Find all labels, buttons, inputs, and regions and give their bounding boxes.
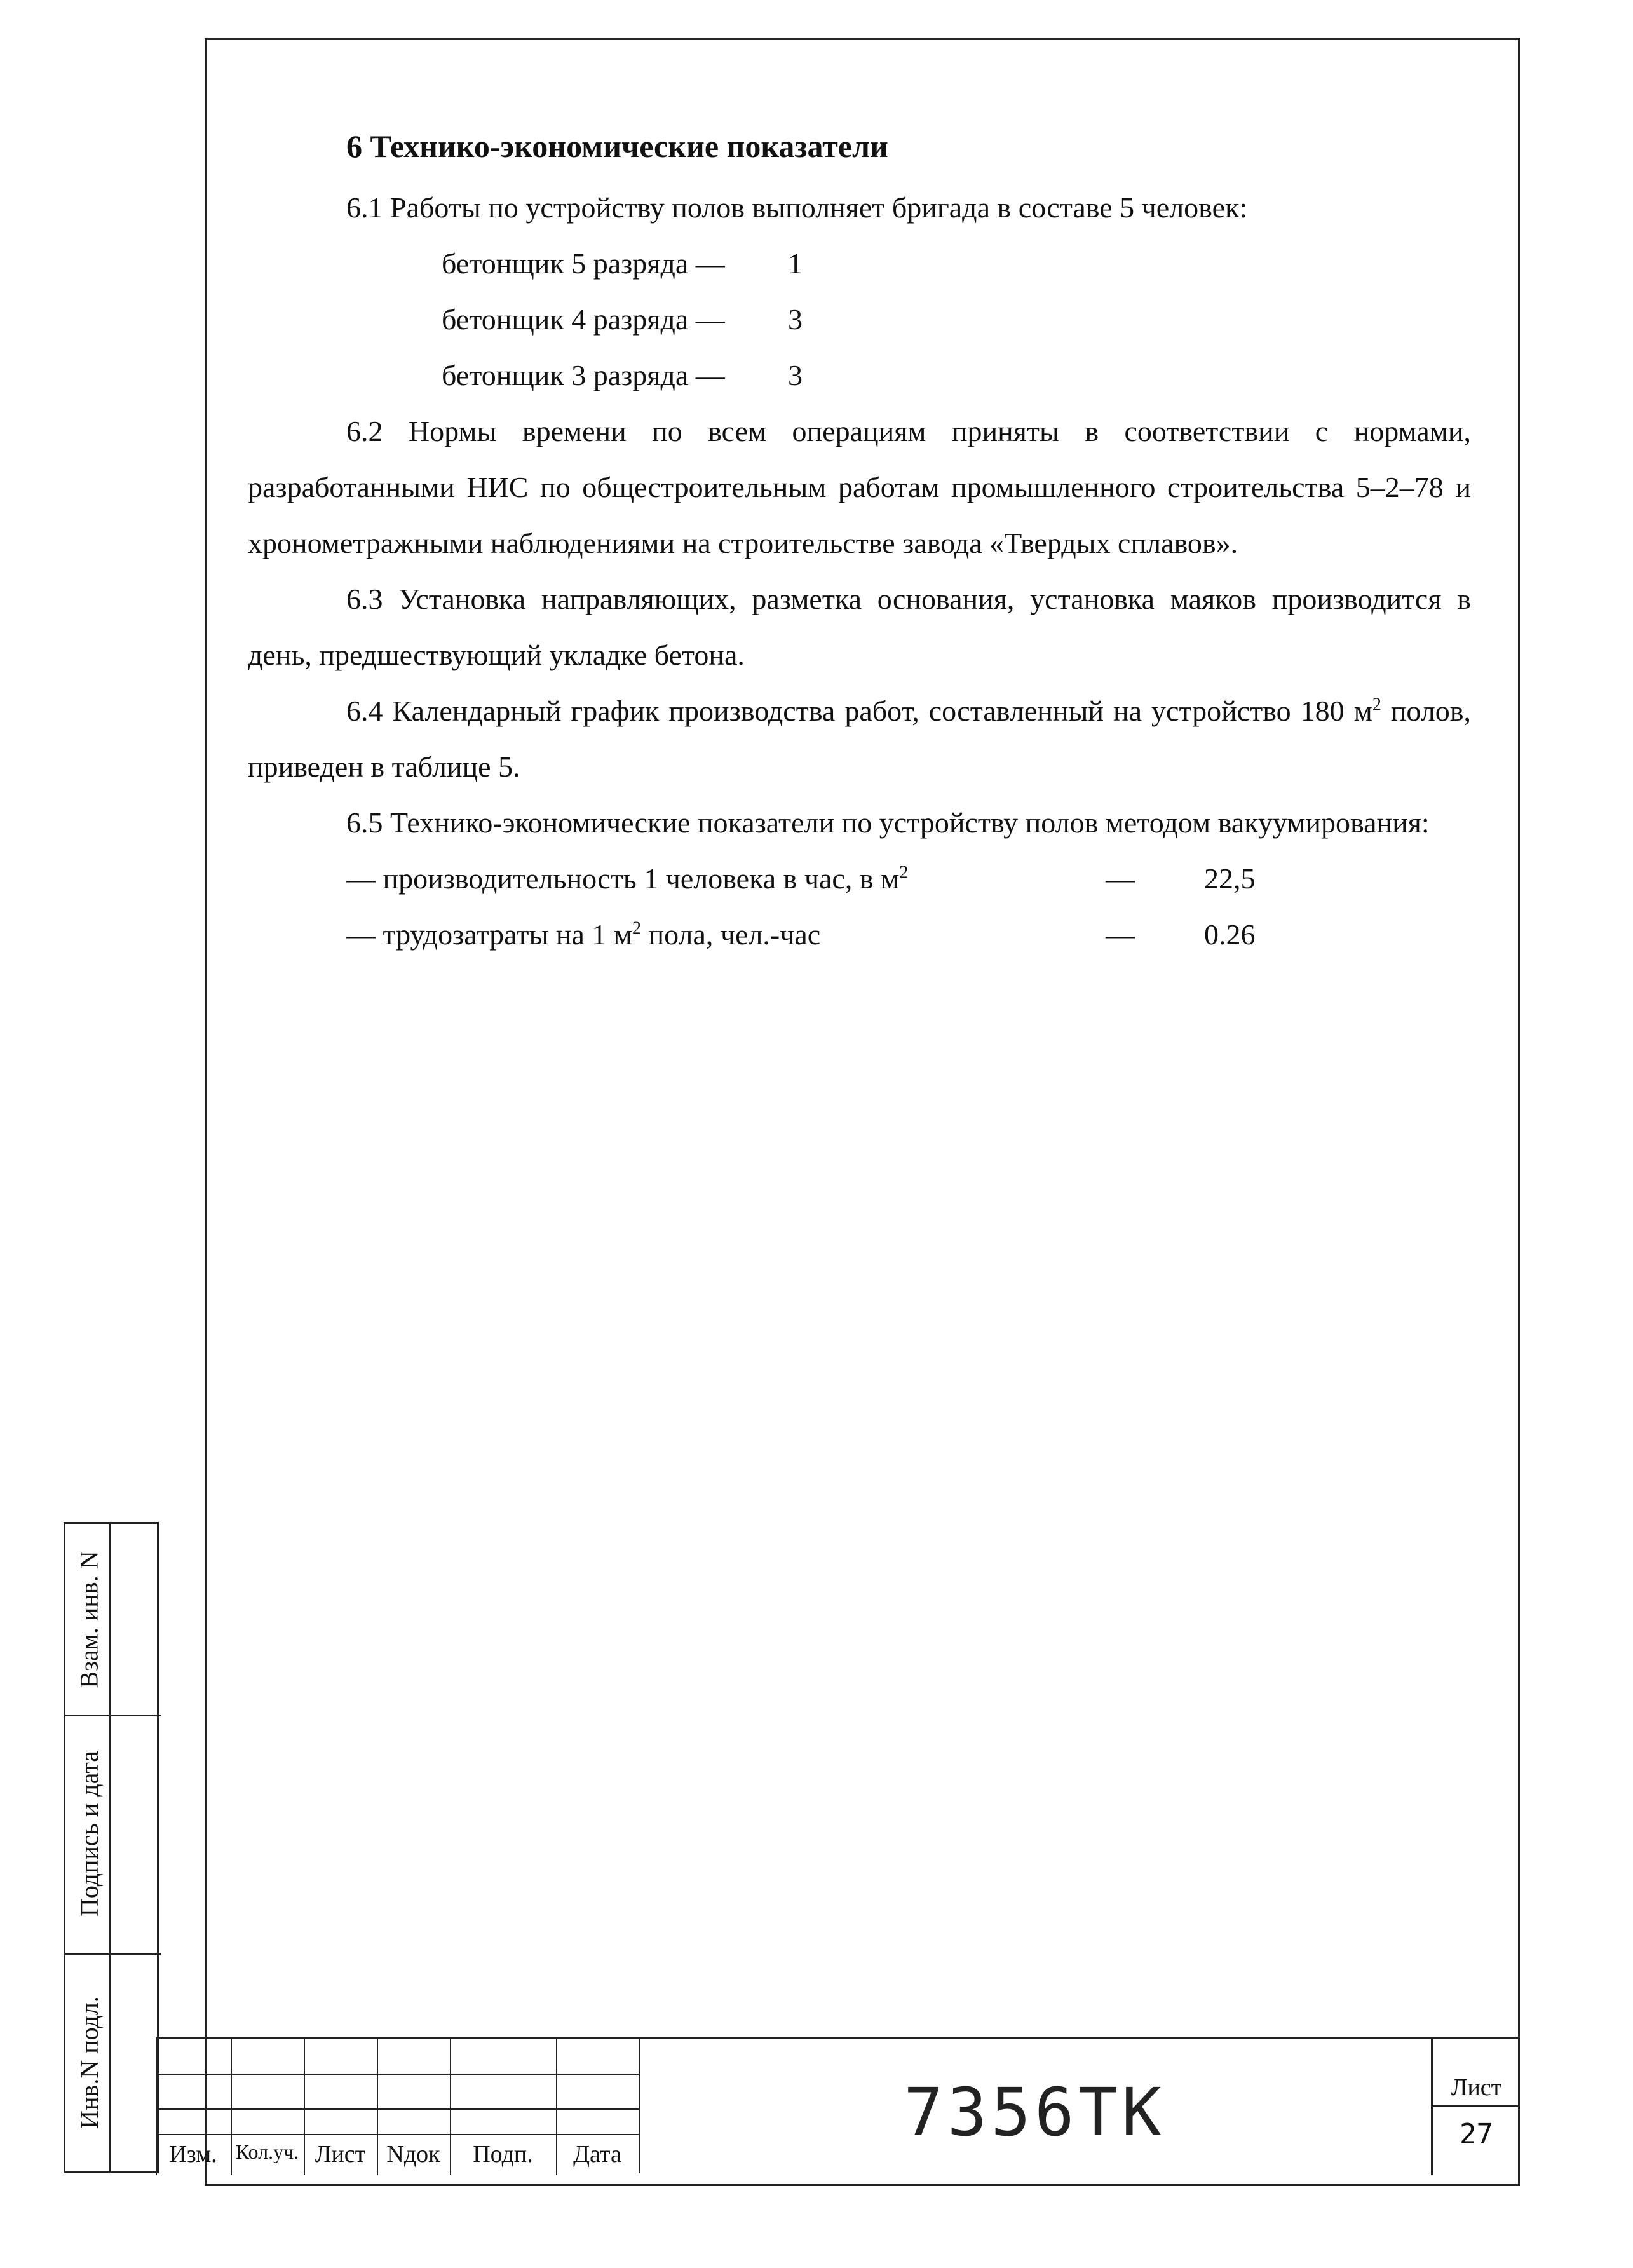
title-block xyxy=(156,2037,1520,2173)
vzam-inv-cell xyxy=(65,1524,113,1715)
crew-count: 1 xyxy=(788,247,803,280)
col-izm: Изм. xyxy=(169,2141,217,2168)
col-ndok: Nдок xyxy=(386,2141,440,2168)
document-code: 7356ТК xyxy=(904,2074,1165,2151)
crew-label: бетонщик 3 разряда — xyxy=(442,359,725,391)
sheet-label: Лист xyxy=(1451,2074,1502,2101)
podpis-data-label: Подпись и дата xyxy=(75,1750,104,1917)
paragraph-6-3: 6.3 Установка направляющих, разметка основания, установка маяков производится в день, предшествующий укладке бетона. xyxy=(248,583,1471,671)
revision-grid xyxy=(156,2037,639,2175)
indicator-value: 0.26 xyxy=(1204,918,1256,951)
paragraph-6-1: 6.1 Работы по устройству полов выполняет бригада в составе 5 человек: xyxy=(346,191,1248,224)
podpis-data-cell xyxy=(65,1715,113,1953)
indicator-dash: — xyxy=(1106,918,1135,951)
crew-label: бетонщик 5 разряда — xyxy=(442,247,725,280)
crew-count: 3 xyxy=(788,303,803,336)
inv-podl-cell xyxy=(65,1953,113,2172)
indicator-row xyxy=(346,907,1471,963)
crew-row xyxy=(442,348,1471,404)
inv-podl-label: Инв.N подл. xyxy=(75,1996,104,2129)
indicator-row xyxy=(346,851,1471,907)
crew-count: 3 xyxy=(788,359,803,391)
paragraph-6-4: 6.4 Календарный график производства работ, составленный на устройство 180 $м^2$ полов, приведен в таблице 5. xyxy=(248,695,1472,783)
paragraph-6-5: 6.5 Технико-экономические показатели по устройству полов методом вакуумирования: xyxy=(346,806,1430,839)
indicator-dash: — xyxy=(1106,862,1135,895)
section-heading: 6 Технико-экономические показатели xyxy=(346,128,888,164)
col-list: Лист xyxy=(315,2141,366,2168)
col-data: Дата xyxy=(573,2141,621,2168)
indicator-label: — трудозатраты на 1 $м^2$ пола, чел.-час xyxy=(346,918,821,951)
col-kol-uch: Кол.уч. xyxy=(235,2140,299,2163)
col-podp: Подп. xyxy=(473,2141,533,2168)
crew-row xyxy=(442,236,1471,292)
sheet-box xyxy=(1431,2039,1520,2175)
crew-label: бетонщик 4 разряда — xyxy=(442,303,725,336)
sheet-number: 27 xyxy=(1460,2118,1493,2150)
indicator-label: — производительность 1 человека в час, в $м^2$ xyxy=(346,862,909,895)
paragraph-6-2: 6.2 Нормы времени по всем операциям приняты в соответствии с нормами, разработанными НИС по общестроительным работам промышленного строительства 5–2–78 и хронометражными наблюдениями на строительстве завода «Твердых сплавов». xyxy=(248,415,1471,559)
side-stamp-strip xyxy=(64,1522,159,2173)
crew-row xyxy=(442,292,1471,348)
designation-field xyxy=(639,2037,1520,2173)
vzam-inv-label: Взам. инв. N xyxy=(75,1550,104,1688)
indicator-value: 22,5 xyxy=(1204,862,1256,895)
document-body xyxy=(248,118,1471,963)
